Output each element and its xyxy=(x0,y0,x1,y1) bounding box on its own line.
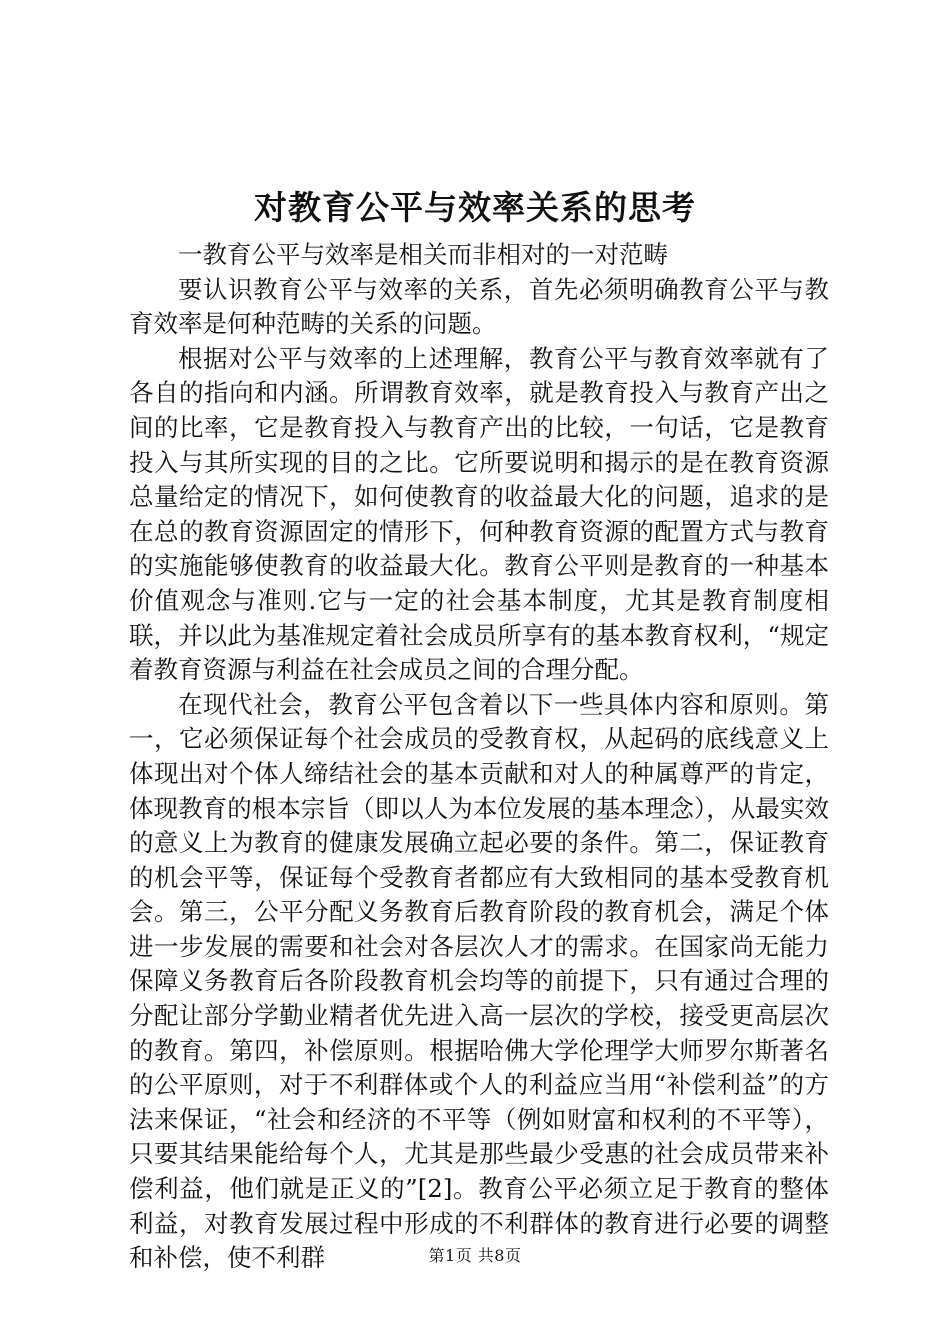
section-heading: 一教育公平与效率是相关而非相对的一对范畴 xyxy=(178,240,668,269)
paragraph: 在现代社会，教育公平包含着以下一些具体内容和原则。第一，它必须保证每个社会成员的受教育权，从起码的底线意义上体现出对个体人缔结社会的基本贡献和对人的种属尊严的肯定，体现教育的根本宗旨（即以人为本位发展的基本理念），从最实效的意义上为教育的健康发展确立起必要的条件。第二，保证教育的机会平等，保证每个受教育者都应有大致相同的基本受教育机会。第三，公平分配义务教育后教育阶段的教育机会，满足个体进一步发展的需要和社会对各层次人才的需求。在国家尚无能力保障义务教育后各阶段教育机会均等的前提下，只有通过合理的分配让部分学勤业精者优先进入高一层次的学校，接受更高层次的教育。第四，补偿原则。根据哈佛大学伦理学大师罗尔斯著名的公平原则，对于不利群体或个人的利益应当用“补偿利益”的方法来保证，“社会和经济的不平等（例如财富和权利的不平等），只要其结果能给每个人，尤其是那些最少受惠的社会成员带来补偿利益，他们就是正义的”[2]。教育公平必须立足于教育的整体利益，对教育发展过程中形成的不利群体的教育进行必要的调整和补偿，使不利群 xyxy=(129,689,829,1273)
paragraph: 要认识教育公平与效率的关系，首先必须明确教育公平与教育效率是何种范畴的关系的问题。 xyxy=(129,274,829,339)
document-title: 对教育公平与效率关系的思考 xyxy=(254,188,696,227)
document-body xyxy=(129,238,829,1276)
page-footer: 第1页 共8页 xyxy=(428,1246,522,1265)
paragraph: 根据对公平与效率的上述理解，教育公平与教育效率就有了各自的指向和内涵。所谓教育效率，就是教育投入与教育产出之间的比率，它是教育投入与教育产出的比较，一句话，它是教育投入与其所实现的目的之比。它所要说明和揭示的是在教育资源总量给定的情况下，如何使教育的收益最大化的问题，追求的是在总的教育资源固定的情形下，何种教育资源的配置方式与教育的实施能够使教育的收益最大化。教育公平则是教育的一种基本价值观念与准则.它与一定的社会基本制度，尤其是教育制度相联，并以此为基准规定着社会成员所享有的基本教育权利，“规定着教育资源与利益在社会成员之间的合理分配。 xyxy=(129,343,829,685)
